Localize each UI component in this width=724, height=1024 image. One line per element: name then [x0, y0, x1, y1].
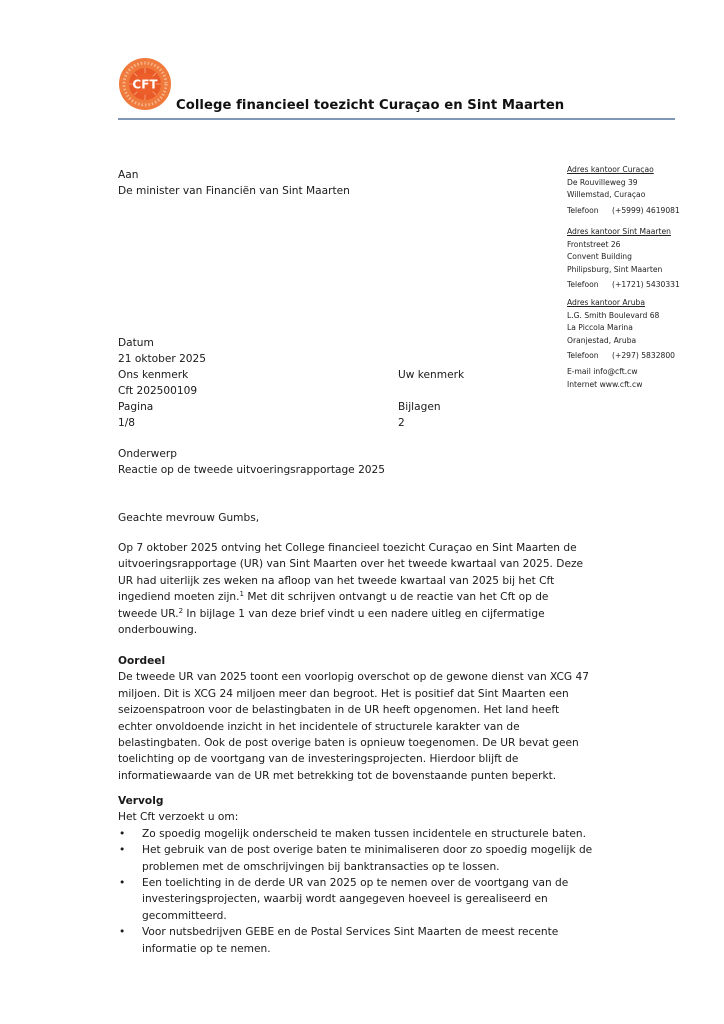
organization-title: College financieel toezicht Curaçao en Sint Maarten [176, 98, 565, 113]
intro-text: ingediend moeten zijn. [118, 591, 240, 604]
footnote-ref-2[interactable]: 2 [178, 606, 184, 615]
footnote-ref-1[interactable]: 1 [239, 590, 244, 599]
cft-logo-icon [118, 57, 172, 111]
office-sint-maarten-heading: Adres kantoor Sint Maarten [567, 227, 671, 236]
office-curacao-city: Willemstad, Curaçao [567, 190, 646, 200]
office-sint-maarten-street: Frontstreet 26 [567, 239, 621, 249]
office-sint-maarten-city: Philipsburg, Sint Maarten [567, 264, 663, 274]
vervolg-section [118, 793, 658, 957]
oordeel-line: miljoen. Dit is XCG 24 miljoen meer dan begroot. Het is positief dat Sint Maarten een [118, 687, 569, 700]
list-item [118, 826, 658, 842]
office-aruba-heading: Adres kantoor Aruba [567, 298, 646, 307]
phone-number: (+5999) 4619081 [612, 205, 680, 215]
bullet-icon: • [119, 926, 126, 939]
cft-logo [118, 57, 172, 111]
list-item-line: problemen met de omschrijvingen bij banktransacties op te lossen. [142, 860, 500, 873]
vervolg-intro: Het Cft verzoekt u om: [118, 811, 239, 824]
addressee-label: Aan [118, 169, 139, 181]
office-curacao-street: De Rouvilleweg 39 [567, 177, 638, 187]
ons-kenmerk-label: Ons kenmerk [118, 369, 189, 381]
oordeel-line: belastingbaten. Ook de post overige baten is opnieuw toegenomen. De UR bevat geen [118, 737, 579, 750]
office-sint-maarten [567, 226, 680, 292]
header-divider [118, 118, 675, 120]
salutation: Geachte mevrouw Gumbs, [118, 512, 260, 524]
oordeel-line: echter onvoldoende inzicht in het incidentele of structurele karakter van de [118, 720, 520, 733]
oordeel-line: De tweede UR van 2025 toont een voorlopig overschot op de gewone dienst van XCG 47 [118, 671, 589, 684]
office-aruba-city: Oranjestad, Aruba [567, 335, 637, 345]
intro-paragraph [118, 540, 658, 638]
uw-kenmerk-label: Uw kenmerk [398, 369, 465, 381]
oordeel-line: toelichting op de voortgang van de investeringsprojecten. Hierdoor blijft de [118, 753, 519, 766]
list-item-line: Zo spoedig mogelijk onderscheid te maken tussen incidentele en structurele baten. [142, 827, 586, 840]
office-aruba-phone [567, 350, 675, 363]
office-curacao-phone [567, 205, 680, 218]
office-aruba [567, 297, 675, 363]
oordeel-section [118, 653, 658, 784]
list-item [118, 842, 658, 875]
list-item-line: Voor nutsbedrijven GEBE en de Postal Services Sint Maarten de meest recente [142, 926, 559, 939]
intro-line [118, 589, 658, 605]
bullet-icon: • [119, 844, 126, 857]
onderwerp-label: Onderwerp [118, 448, 177, 460]
list-item-line: Een toelichting in de derde UR van 2025 op te nemen over de voortgang van de [142, 877, 569, 890]
list-item [118, 875, 658, 924]
office-aruba-building: La Piccola Marina [567, 323, 633, 333]
phone-number: (+297) 5832800 [612, 351, 676, 361]
bijlagen-value: 2 [398, 417, 405, 429]
intro-line: Op 7 oktober 2025 ontving het College financieel toezicht Curaçao en Sint Maarten de [118, 542, 577, 554]
intro-line: UR had uiterlijk zes weken na afloop van het tweede kwartaal van 2025 bij het Cft [118, 574, 555, 587]
office-curacao-heading: Adres kantoor Curaçao [567, 165, 654, 174]
intro-line: onderbouwing. [118, 624, 198, 637]
website-link[interactable]: Internet www.cft.cw [567, 379, 643, 389]
bullet-icon: • [119, 827, 126, 840]
phone-label: Telefoon [567, 351, 599, 361]
onderwerp-value: Reactie op de tweede uitvoeringsrapportage 2025 [118, 464, 386, 476]
email-link[interactable]: E-mail info@cft.cw [567, 367, 638, 376]
contact-info [567, 366, 642, 391]
list-item [118, 924, 658, 957]
office-sint-maarten-phone [567, 279, 680, 292]
office-curacao [567, 164, 680, 217]
list-item-line: informatie op te nemen. [142, 942, 271, 955]
phone-number: (+1721) 5430331 [612, 280, 680, 290]
intro-line: uitvoeringsrapportage (UR) van Sint Maarten over het tweede kwartaal van 2025. Deze [118, 558, 584, 571]
addressee-name: De minister van Financiën van Sint Maarten [118, 185, 350, 197]
svg-text:CFT: CFT [132, 77, 158, 92]
pagina-label: Pagina [118, 401, 154, 413]
oordeel-line: seizoenspatroon voor de belastingbaten in de UR heeft opgenomen. Het land heeft [118, 704, 560, 717]
office-sint-maarten-building: Convent Building [567, 252, 632, 262]
office-aruba-street: L.G. Smith Boulevard 68 [567, 310, 660, 320]
intro-text: Met dit schrijven ontvangt u de reactie van het Cft op de [243, 591, 549, 604]
bijlagen-label: Bijlagen [398, 401, 441, 413]
intro-text: In bijlage 1 van deze brief vindt u een nadere uitleg en cijfermatige [183, 607, 545, 620]
phone-label: Telefoon [567, 205, 599, 215]
list-item-line: investeringsprojecten, waarbij wordt aangegeven hoeveel is gerealiseerd en [142, 893, 548, 906]
phone-label: Telefoon [567, 280, 599, 290]
intro-line [118, 606, 658, 622]
datum-label: Datum [118, 337, 154, 349]
intro-text: tweede UR. [118, 607, 179, 620]
list-item-line: Het gebruik van de post overige baten te minimaliseren door zo spoedig mogelijk de [142, 844, 593, 857]
bullet-icon: • [119, 877, 126, 890]
list-item-line: gecommitteerd. [142, 909, 227, 922]
oordeel-heading: Oordeel [118, 655, 166, 667]
oordeel-line: informatiewaarde van de UR met betrekking tot de bovenstaande punten beperkt. [118, 769, 557, 782]
ons-kenmerk-value: Cft 202500109 [118, 385, 198, 397]
vervolg-heading: Vervolg [118, 795, 164, 807]
pagina-value: 1/8 [118, 417, 136, 429]
datum-value: 21 oktober 2025 [118, 353, 207, 365]
vervolg-list [118, 826, 658, 957]
